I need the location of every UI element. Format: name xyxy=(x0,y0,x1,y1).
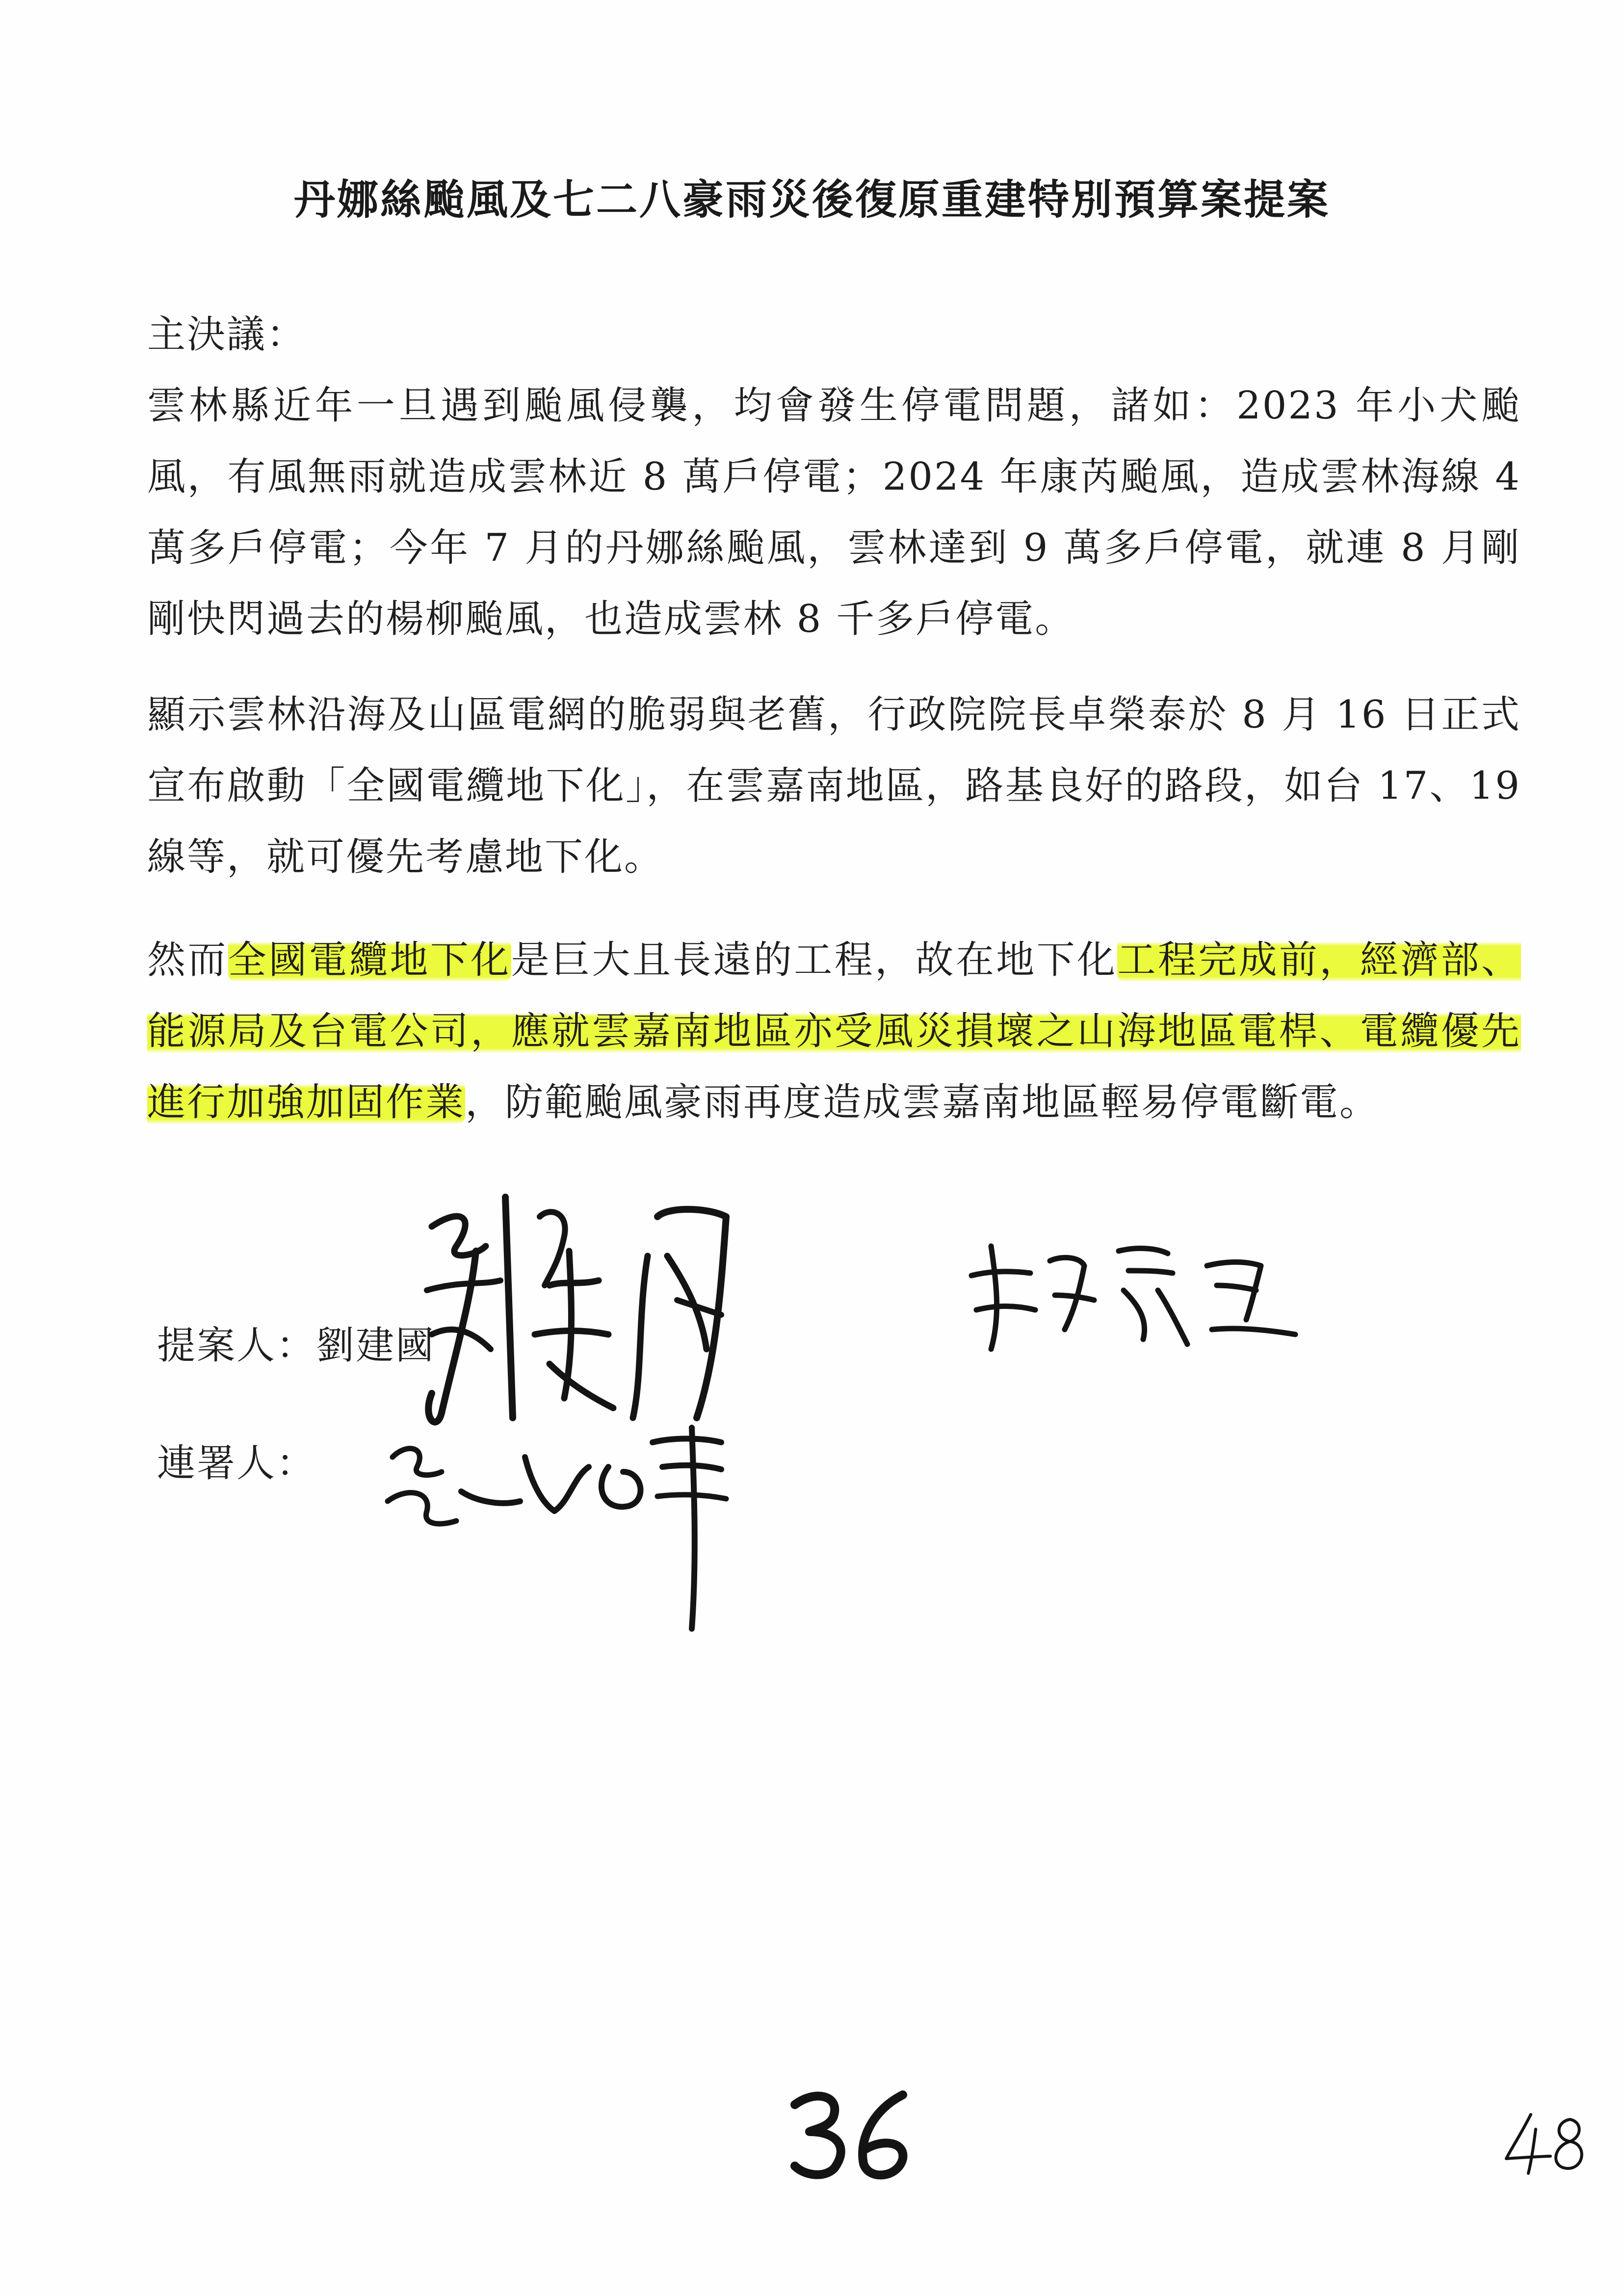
highlighted-text: 工程完成前，經濟部、能源局及台電公司，應就雲嘉南地區亦受風災損壞之山海地區電桿、電纜優先進行加強加固作業 xyxy=(147,938,1521,1124)
paragraph-3-text: ，防範颱風豪雨再度造成雲嘉南地區輕易停電斷電。 xyxy=(465,1080,1380,1124)
document-title: 丹娜絲颱風及七二八豪雨災後復原重建特別預算案提案 xyxy=(293,175,1330,224)
cosigner-label: 連署人： xyxy=(157,1441,316,1486)
highlighted-text: 全國電纜地下化 xyxy=(228,938,511,982)
cosigner-signature xyxy=(962,1231,1305,1359)
proposer-label: 提案人：劉建國 xyxy=(157,1324,436,1368)
handwritten-page-number xyxy=(785,2085,922,2183)
paragraph-3-text: 然而 xyxy=(147,938,228,982)
section-heading: 主決議： xyxy=(147,313,307,357)
handwritten-corner-number xyxy=(1501,2110,1590,2178)
paragraph-3 xyxy=(147,925,1521,1138)
paragraph-3-text: 是巨大且長遠的工程，故在地下化 xyxy=(511,938,1118,982)
cosigner-signature xyxy=(378,1413,751,1639)
proposer-signature xyxy=(402,1187,844,1442)
paragraph-2: 顯示雲林沿海及山區電網的脆弱與老舊，行政院院長卓榮泰於 8 月 16 日正式宣布啟動「全國電纜地下化」，在雲嘉南地區，路基良好的路段，如台 17、19 線等，就可優先考慮地下化。 xyxy=(147,693,1521,879)
paragraph-1: 雲林縣近年一旦遇到颱風侵襲，均會發生停電問題，諸如：2023 年小犬颱風，有風無雨就造成雲林近 8 萬戶停電；2024 年康芮颱風，造成雲林海線 4 萬多戶停電；今年 7 月的丹娜絲颱風，雲林達到 9 萬多戶停電，就連 8 月剛剛快閃過去的楊柳颱風，也造成雲林 8 千多戶停電。 xyxy=(147,384,1521,641)
